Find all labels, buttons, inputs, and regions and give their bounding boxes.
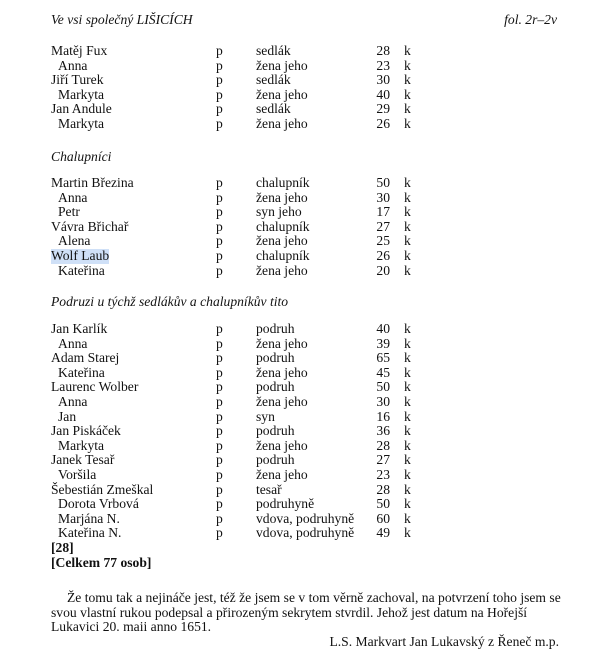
person-role: žena jeho [256,393,308,409]
table-row [51,337,421,352]
person-age: 50 [376,175,390,190]
table-row [51,249,421,264]
person-name: Jan Piskáček [51,423,121,439]
person-age: 45 [376,364,390,380]
table-row [51,322,421,337]
table-row [51,395,421,410]
marker-k: k [404,43,411,58]
marker-k: k [404,189,411,205]
marker-k: k [404,481,411,497]
marker-p: p [216,233,223,249]
person-name: Šebestián Zmeškal [51,481,154,497]
marker-p: p [216,204,223,220]
table-row [51,439,421,454]
marker-k: k [404,350,411,366]
marker-k: k [404,321,411,336]
person-name: Kateřina N. [58,525,122,541]
person-role: žena jeho [256,233,308,249]
person-role: syn jeho [256,204,302,220]
marker-k: k [404,115,411,131]
person-age: 50 [376,379,390,395]
person-role: chalupník [256,247,310,263]
person-role: podruhyně [256,496,315,512]
person-age: 40 [376,321,390,336]
section-title-chalupnici: Chalupníci [51,149,112,164]
marker-p: p [216,72,223,88]
person-age: 27 [376,452,390,468]
person-age: 28 [376,437,390,453]
marker-p: p [216,393,223,409]
person-name: Wolf Laub [51,247,110,263]
table-row [51,102,421,117]
person-role: žena jeho [256,335,308,351]
marker-k: k [404,379,411,395]
person-name: Matěj Fux [51,43,108,58]
person-age: 27 [376,218,390,234]
chalupnici-table [51,176,421,278]
person-age: 40 [376,86,390,102]
person-name: Anna [58,189,88,205]
marker-k: k [404,452,411,468]
person-age: 26 [376,247,390,263]
section-title-podruzi: Podruzi u týchž sedlákův a chalupníkův tito [51,294,289,309]
person-age: 60 [376,510,390,526]
marker-p: p [216,321,223,336]
marker-p: p [216,452,223,468]
table-row [51,483,421,498]
marker-p: p [216,525,223,541]
table-row [51,220,421,235]
person-role: chalupník [256,175,310,190]
folio-reference: fol. 2r–2v [504,12,557,27]
person-role: podruh [256,321,295,336]
marker-k: k [404,510,411,526]
table-row [51,497,421,512]
person-role: podruh [256,379,295,395]
person-name: Alena [58,233,91,249]
person-name: Kateřina [58,364,105,380]
person-name: Anna [58,393,88,409]
person-role: žena jeho [256,189,308,205]
person-role: tesař [256,481,282,497]
person-role: vdova, podruhyně [256,525,355,541]
marker-p: p [216,364,223,380]
person-age: 17 [376,204,390,220]
marker-k: k [404,86,411,102]
marker-p: p [216,101,223,117]
person-age: 65 [376,350,390,366]
marker-k: k [404,57,411,73]
person-role: žena jeho [256,364,308,380]
count-note: [28] [51,540,74,555]
person-age: 16 [376,408,390,424]
table-row [51,176,421,191]
table-row [51,424,421,439]
person-name: Janek Tesař [51,452,115,468]
marker-k: k [404,72,411,88]
table-row [51,526,421,541]
person-role: sedlák [256,101,291,117]
table-row [51,410,421,425]
total-note: [Celkem 77 osob] [51,555,152,570]
person-name: Jan Andule [51,101,112,117]
person-name: Marjána N. [58,510,120,526]
person-role: žena jeho [256,115,308,131]
person-name: Anna [58,335,88,351]
closing-paragraph: Že tomu tak a nejináče jest, též že jsem se v tom věrně zachoval, na potvrzení toho jsem se svou vlastní rukou podepsal a přirozeným sekrytem stvrdil. Jehož jest datum na Hořejší Lukavici 20. maii anno 1651. [51,590,561,635]
table-row [51,366,421,381]
table-row [51,88,421,103]
person-age: 30 [376,189,390,205]
marker-p: p [216,481,223,497]
marker-p: p [216,335,223,351]
person-role: žena jeho [256,437,308,453]
marker-p: p [216,86,223,102]
marker-k: k [404,204,411,220]
person-name: Vávra Břichař [51,218,129,234]
marker-p: p [216,43,223,58]
person-age: 26 [376,115,390,131]
person-role: žena jeho [256,262,308,278]
person-name: Markyta [58,437,105,453]
person-name: Kateřina [58,262,105,278]
marker-p: p [216,423,223,439]
person-age: 25 [376,233,390,249]
marker-p: p [216,247,223,263]
person-name: Voršila [58,466,97,482]
person-role: podruh [256,350,295,366]
marker-p: p [216,496,223,512]
person-name: Jan Karlík [51,321,108,336]
person-age: 29 [376,101,390,117]
marker-k: k [404,393,411,409]
person-role: sedlák [256,72,291,88]
person-age: 28 [376,43,390,58]
podruzi-table [51,322,421,541]
person-name: Dorota Vrbová [58,496,139,512]
person-age: 39 [376,335,390,351]
marker-k: k [404,233,411,249]
person-role: chalupník [256,218,310,234]
signature: L.S. Markvart Jan Lukavský z Řeneč m.p. [329,634,559,649]
marker-k: k [404,466,411,482]
person-name: Markyta [58,115,105,131]
person-name: Jiří Turek [51,72,104,88]
person-role: žena jeho [256,86,308,102]
table-row [51,117,421,132]
person-role: žena jeho [256,57,308,73]
marker-k: k [404,218,411,234]
marker-p: p [216,262,223,278]
marker-p: p [216,175,223,190]
marker-p: p [216,466,223,482]
table-row [51,59,421,74]
person-name: Martin Březina [51,175,134,190]
marker-k: k [404,364,411,380]
person-age: 23 [376,57,390,73]
marker-p: p [216,379,223,395]
marker-k: k [404,247,411,263]
table-row [51,380,421,395]
person-age: 36 [376,423,390,439]
marker-k: k [404,175,411,190]
marker-p: p [216,350,223,366]
table-row [51,468,421,483]
marker-p: p [216,437,223,453]
table-row [51,264,421,279]
person-age: 23 [376,466,390,482]
sedlaci-table [51,44,421,132]
table-row [51,234,421,249]
marker-k: k [404,496,411,512]
marker-p: p [216,189,223,205]
person-role: žena jeho [256,466,308,482]
table-row [51,205,421,220]
table-row [51,512,421,527]
marker-p: p [216,218,223,234]
table-row [51,73,421,88]
person-role: syn [256,408,275,424]
marker-k: k [404,408,411,424]
person-role: podruh [256,423,295,439]
marker-k: k [404,101,411,117]
document-title: Ve vsi společný LIŠICÍCH [51,12,193,27]
person-role: podruh [256,452,295,468]
marker-k: k [404,262,411,278]
person-age: 28 [376,481,390,497]
person-name: Jan [58,408,77,424]
person-age: 50 [376,496,390,512]
person-age: 49 [376,525,390,541]
person-name: Petr [58,204,80,220]
marker-p: p [216,57,223,73]
person-age: 30 [376,72,390,88]
marker-k: k [404,437,411,453]
table-row [51,44,421,59]
marker-k: k [404,423,411,439]
person-name: Anna [58,57,88,73]
table-row [51,191,421,206]
marker-p: p [216,115,223,131]
person-name: Laurenc Wolber [51,379,139,395]
person-age: 20 [376,262,390,278]
person-role: vdova, podruhyně [256,510,355,526]
marker-k: k [404,335,411,351]
marker-p: p [216,408,223,424]
person-role: sedlák [256,43,291,58]
table-row [51,453,421,468]
table-row [51,351,421,366]
person-age: 30 [376,393,390,409]
person-name: Adam Starej [51,350,120,366]
person-name: Markyta [58,86,105,102]
marker-p: p [216,510,223,526]
marker-k: k [404,525,411,541]
